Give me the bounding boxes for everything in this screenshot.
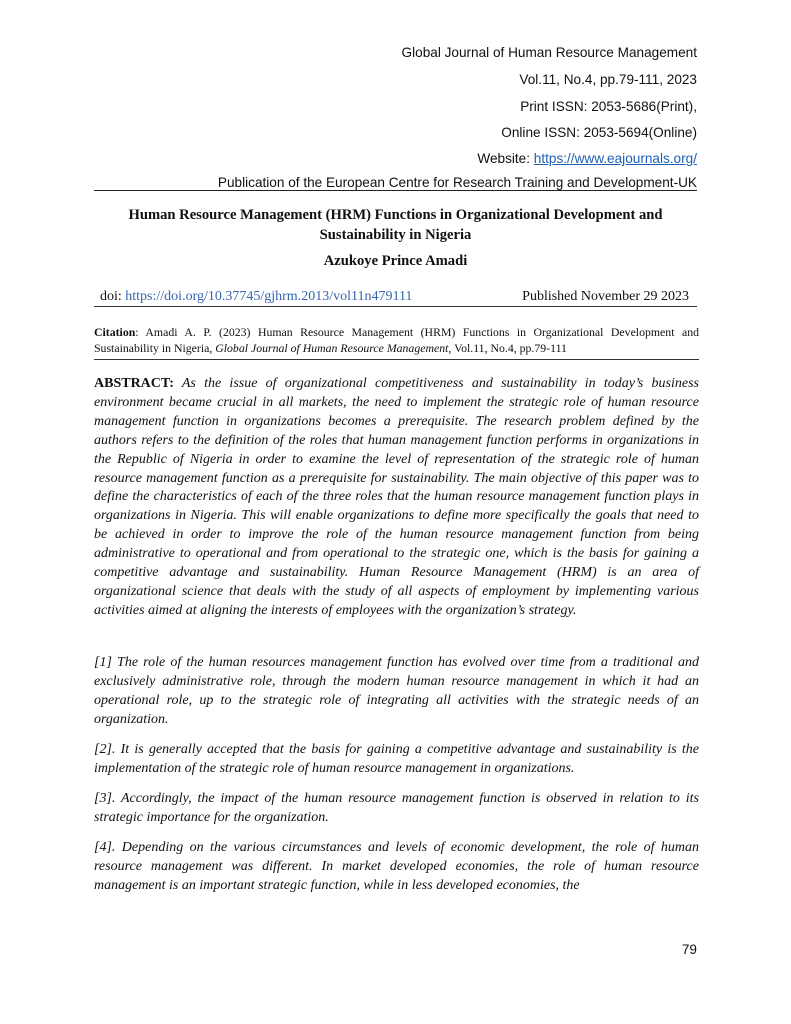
doi-label: doi: xyxy=(100,289,126,304)
author-name: Azukoye Prince Amadi xyxy=(323,253,468,269)
online-issn: Online ISSN: 2053-5694(Online) xyxy=(501,125,697,140)
website-label: Website: xyxy=(477,151,534,166)
abstract-label: ABSTRACT: xyxy=(94,376,174,391)
doi-row xyxy=(94,286,697,307)
journal-name: Global Journal of Human Resource Management xyxy=(401,45,697,60)
citation-label: Citation xyxy=(94,325,136,339)
published-date: Published November 29 2023 xyxy=(522,289,689,304)
volume-info: Vol.11, No.4, pp.79-111, 2023 xyxy=(519,72,697,87)
paragraph-1: [1] The role of the human resources management function has evolved over time from a traditional and exclusively administrative role, through the modern human resource management in which it had an operational role, up to the strategic role of integrating all activities with the strategic needs of an organization. xyxy=(94,655,699,727)
paragraph-2: [2]. It is generally accepted that the basis for gaining a competitive advantage and sustainability is the implementation of the strategic role of human resource management in organizations. xyxy=(94,742,699,776)
citation-tail: , Vol.11, No.4, pp.79-111 xyxy=(448,341,567,355)
abstract-text: As the issue of organizational competitiveness and sustainability in today’s business environment became crucial in all markets, the need to implement the strategic role of human resource management function in organizations becomes a prerequisite. The research problem defined by the authors refers to the definition of the roles that human management function performs in organizations in the Republic of Nigeria in order to examine the level of representation of the strategic role of human resource management function as a prerequisite for sustainability. The main objective of this paper was to define the characteristics of each of the three roles that the human resource management function plays in organizations in Nigeria. This will enable organizations to define more specifically the goals that need to be achieved in order to improve the role of the human resource management function from being administrative to operational and from operational to the strategic one, which is the basis for gaining a competitive advantage and sustainability. Human Resource Management (HRM) is an area of organizational science that deals with the study of all aspects of employment by implementing various activities aimed at aligning the interests of employees with the organization’s strategy. xyxy=(94,376,699,618)
article-title: Human Resource Management (HRM) Functions in Organizational Development and Sustainability in Nigeria xyxy=(128,207,663,243)
paragraph-4: [4]. Depending on the various circumstances and levels of economic development, the role of human resource management was different. In market developed economies, the role of human resource management is an important strategic function, while in less developed economies, the xyxy=(94,840,699,893)
abstract xyxy=(94,375,699,621)
print-issn: Print ISSN: 2053-5686(Print), xyxy=(520,99,697,114)
website-line xyxy=(477,150,697,167)
citation xyxy=(94,324,699,360)
website-link[interactable]: https://www.eajournals.org/ xyxy=(533,151,697,166)
citation-text: : Amadi A. P. (2023) Human Resource Management (HRM) Functions in Organizational Development and Sustainability in Nigeria, xyxy=(94,325,699,355)
doi xyxy=(100,289,412,305)
paragraph-3: [3]. Accordingly, the impact of the human resource management function is observed in relation to its strategic importance for the organization. xyxy=(94,791,699,825)
page-number: 79 xyxy=(681,942,697,957)
publisher-line: Publication of the European Centre for Research Training and Development-UK xyxy=(217,175,697,190)
doi-link[interactable]: https://doi.org/10.37745/gjhrm.2013/vol11n479111 xyxy=(125,289,413,304)
publisher-rule xyxy=(94,172,697,191)
citation-journal: Global Journal of Human Resource Management xyxy=(215,341,449,355)
